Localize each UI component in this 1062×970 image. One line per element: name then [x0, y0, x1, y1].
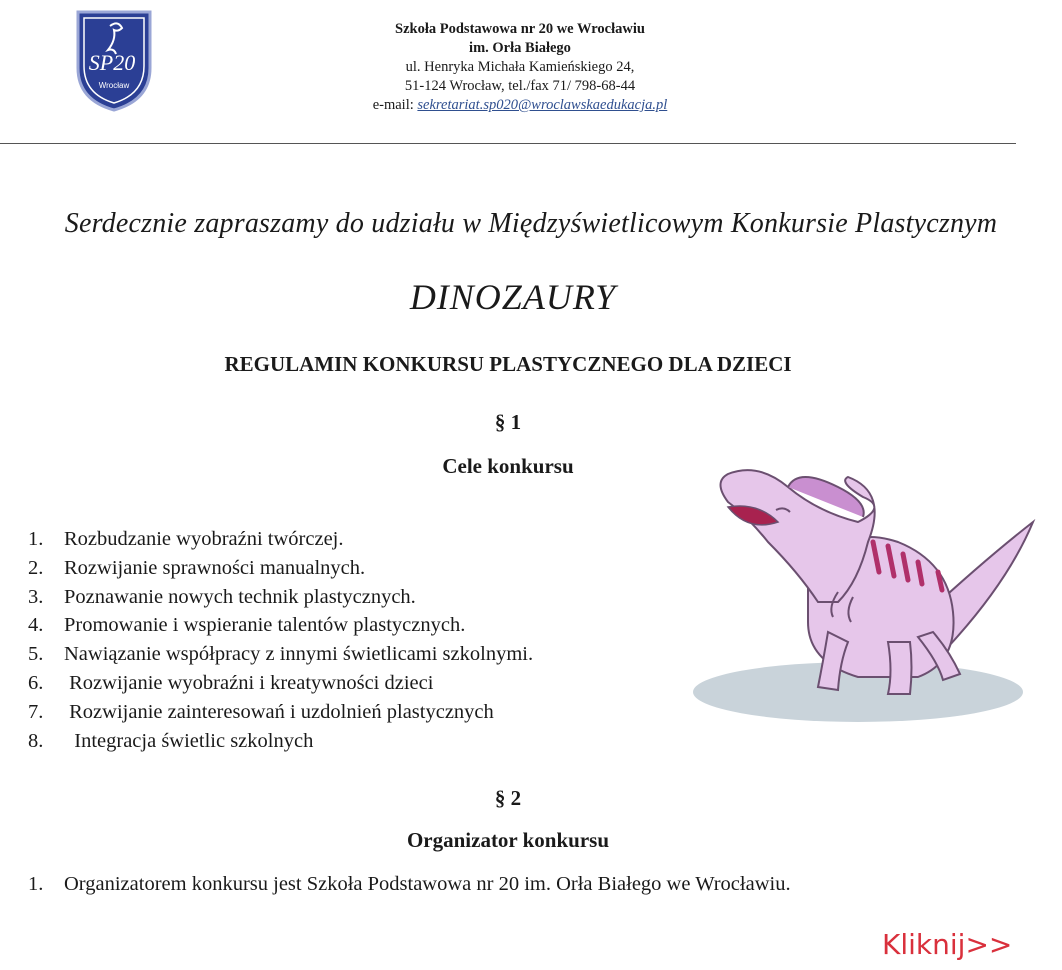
list-item: 4. Promowanie i wspieranie talentów plastycznych. — [28, 614, 466, 637]
goals-list — [28, 525, 533, 755]
dinosaur-illustration — [688, 462, 1038, 732]
list-item: 1. Rozbudzanie wyobraźni twórczej. — [28, 528, 344, 550]
list-item: 8. Integracja świetlic szkolnych — [28, 729, 314, 752]
school-email-line — [300, 96, 740, 115]
logo-text: SP20 — [88, 50, 136, 75]
contest-title: DINOZAURY — [409, 277, 617, 317]
list-item: 3. Poznawanie nowych technik plastycznych. — [28, 585, 416, 608]
school-address-street: ul. Henryka Michała Kamieńskiego 24, — [405, 59, 635, 75]
organizer-list — [28, 870, 791, 899]
list-item: 1. Organizatorem konkursu jest Szkoła Podstawowa nr 20 im. Orła Białego we Wrocławiu. — [28, 873, 791, 895]
list-item: 5. Nawiązanie współpracy z innymi świetlicami szkolnymi. — [28, 643, 534, 666]
school-logo — [74, 8, 154, 112]
section2-heading: Organizator konkursu — [406, 828, 610, 852]
header-divider — [0, 143, 1016, 144]
email-link[interactable]: sekretariat.sp020@wroclawskaedukacja.pl — [417, 97, 668, 113]
school-name: Szkoła Podstawowa nr 20 we Wrocławiu — [395, 21, 645, 37]
school-header — [300, 20, 740, 115]
list-item: 2. Rozwijanie sprawności manualnych. — [28, 556, 366, 579]
email-label: e-mail: — [372, 97, 414, 113]
school-patron: im. Orła Białego — [469, 40, 571, 56]
next-page-link[interactable]: Kliknij>> — [882, 928, 1013, 961]
regulations-title: REGULAMIN KONKURSU PLASTYCZNEGO DLA DZIECI — [224, 352, 792, 376]
logo-city: Wrocław — [98, 81, 130, 90]
list-item: 7. Rozwijanie zainteresowań i uzdolnień plastycznych — [28, 700, 494, 723]
invitation-text: Serdecznie zapraszamy do udziału w Międzyświetlicowym Konkursie Plastycznym — [64, 208, 998, 239]
section2-paragraph: § 2 — [494, 786, 522, 810]
school-address-city: 51-124 Wrocław, tel./fax 71/ 798-68-44 — [404, 78, 636, 94]
section1-heading: Cele konkursu — [442, 454, 574, 478]
section1-paragraph: § 1 — [494, 410, 522, 434]
list-item: 6. Rozwijanie wyobraźni i kreatywności dzieci — [28, 671, 434, 694]
